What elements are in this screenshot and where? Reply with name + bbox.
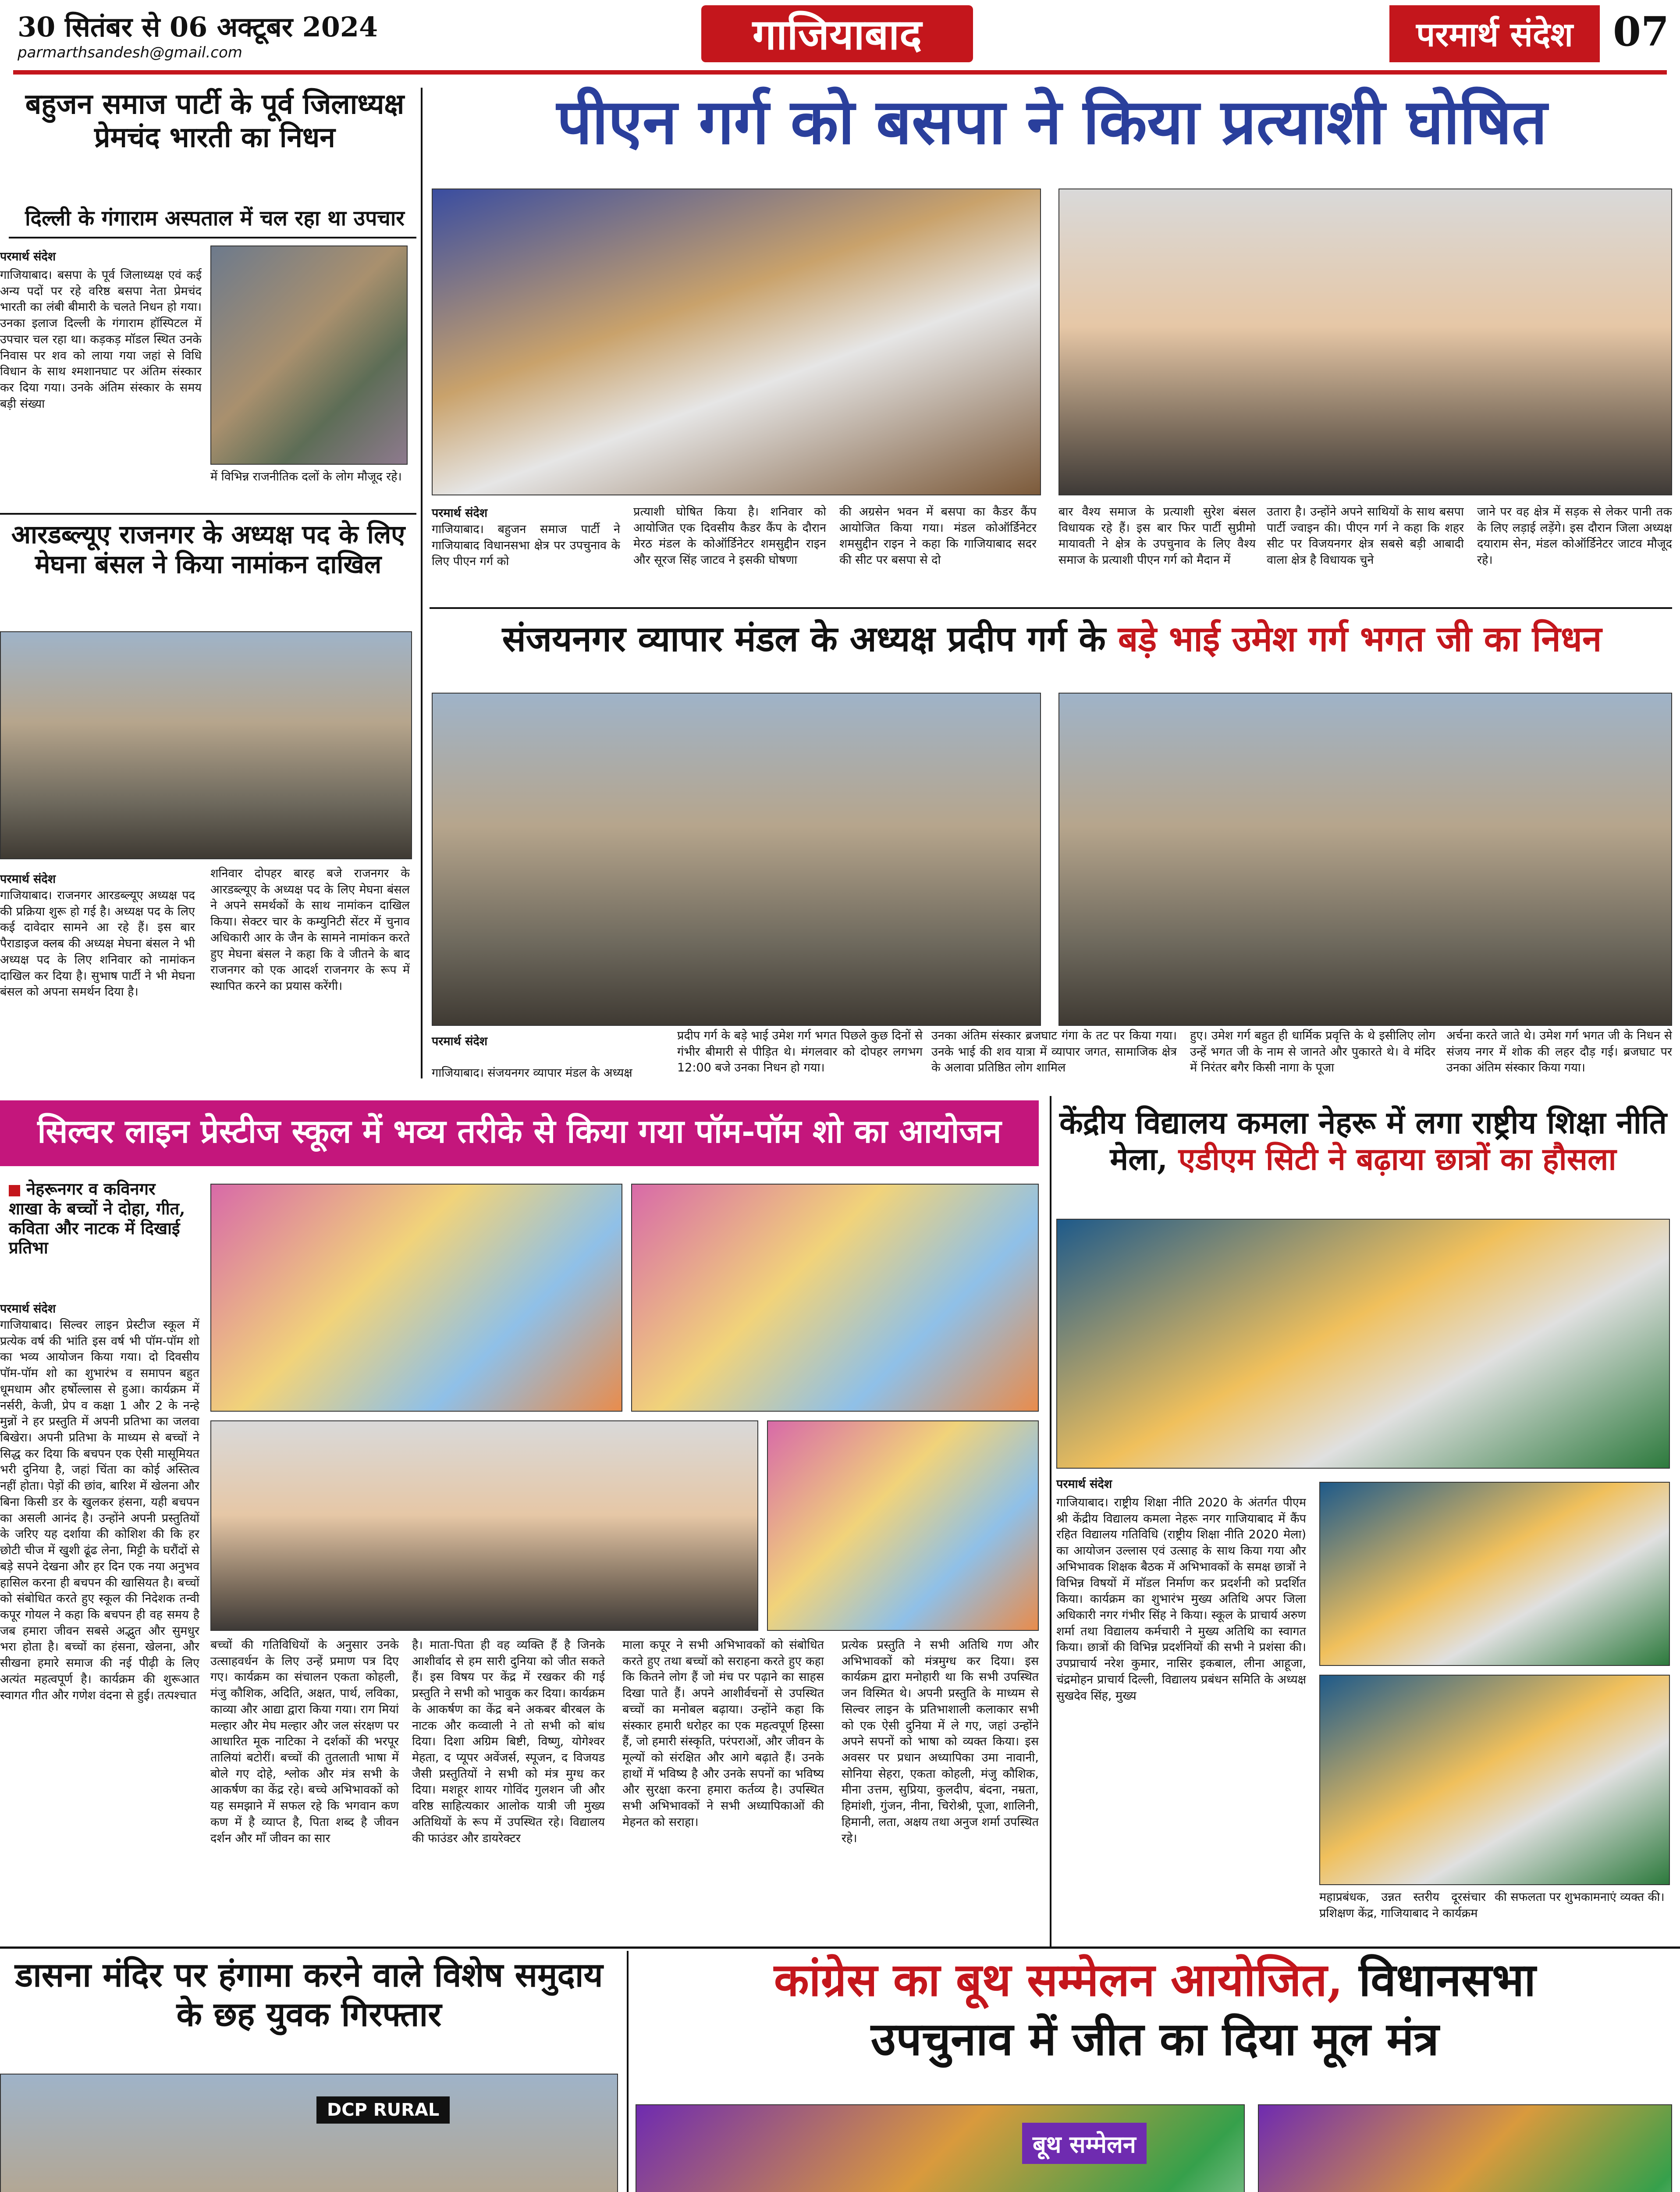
rwa-col2: शनिवार दोपहर बारह बजे राजनगर के आरडब्ल्यूए के अध्यक्ष पद के लिए मेघना बंसल ने अपने समर्थकों के साथ नामांकन दाखिल किया। सेक्टर चार के कम्युनिटी सेंटर में चुनाव अधिकारी आर के जैन के सामने नामांकन करते हुए मेघना बंसल ने कहा कि वे जीतने के बाद राजनगर को एक आदर्श राजनगर के रूप में स्थापित करने का प्रयास करेंगी।	[210, 867, 410, 993]
bsp-col1: गाजियाबाद। बहुजन समाज पार्टी ने गाजियाबाद विधानसभा क्षेत्र पर उपचुनाव के लिए पीएन गर्ग को	[432, 523, 620, 569]
kv-caption-2: की सफलता पर शुभकामनाएं व्यक्त की।	[1495, 1890, 1665, 1904]
congress-headline-black1: विधानसभा	[1359, 1953, 1536, 2007]
kv-headline-red: एडीएम सिटी ने बढ़ाया छात्रों का हौसला	[1178, 1140, 1616, 1177]
garg-headline-red: बड़े भाई उमेश गर्ग भगत जी का निधन	[1118, 618, 1602, 659]
page-number: 07	[1613, 8, 1669, 55]
rwa-col1: गाजियाबाद। राजनगर आरडब्ल्यूए अध्यक्ष पद की प्रक्रिया शुरू हो गई है। अध्यक्ष पद के लिए कई दावेदार सामने आ रहे हैं। इस बार पैराडाइज क्लब की अध्यक्ष मेघना बंसल ने भी अध्यक्ष पद के लिए शनिवार को नामांकन दाखिल कर दिया है। सुभाष पार्टी ने भी मेघना बंसल को अपना समर्थन दिया है।	[0, 889, 195, 999]
city-banner	[701, 5, 973, 62]
byline: परमार्थ संदेश	[1056, 1477, 1112, 1491]
school-col3: है। माता-पिता ही वह व्यक्ति हैं है जिनके आशीर्वाद से हम सारी दुनिया को जीत सकते हैं। इस विषय पर केंद्र में रखकर की गई प्रस्तुति ने सभी को भावुक कर दिया। कार्यक्रम के आकर्षण का केंद्र बने अकबर बीरबल के नाटक और कव्वाली ने तो सभी को बांध दिया। दिशा अग्रिम बिष्टी, विष्णु, योगेश्वर मेहता, द प्यूपर अवेंजर्स, स्पूजन, द विजयड जैसी प्रस्तुतियों ने सभी को मंत्र मुग्ध कर दिया। मशहूर शायर गोविंद गुलशन जी और वरिष्ठ साहित्यकार आलोक यात्री जी मुख्य अतिथियों के रूप में उपस्थित रहे। विद्यालय की फाउंडर और डायरेक्टर	[412, 1638, 605, 1845]
school-guests-photo	[210, 1420, 758, 1631]
byline: परमार्थ संदेश	[0, 872, 56, 886]
school-col1: गाजियाबाद। सिल्वर लाइन प्रेस्टीज स्कूल में प्रत्येक वर्ष की भांति इस वर्ष भी पॉम-पॉम शो का भव्य आयोजन किया गया। दो दिवसीय पॉम-पॉम शो का शुभारंभ व समापन बहुत धूमधाम और हर्षोल्लास से हुआ। कार्यक्रम में नर्सरी, केजी, प्रेप व कक्षा 1 और 2 के नन्हे मुन्नों ने हर प्रस्तुति में अपनी प्रतिभा का जलवा बिखेरा। अपनी प्रतिभा के माध्यम से बच्चों ने सिद्ध कर दिया कि बचपन एक ऐसी मासूमियत भरी दुनिया है, जहां चिंता का कोई अस्तित्व नहीं होता। पेड़ों की छांव, बारिश में खेलना और बिना किसी डर के खुलकर हंसना, यही बचपन का असली आनंद है। उन्होंने अपनी प्रस्तुतियों के जरिए यह दर्शाया की कोशिश की कि हर छोटी चीज में खुशी ढूंढ लेना, मिट्टी के घरौंदों से बड़े सपने देखना और हर दिन एक नया अनुभव हासिल करना ही बचपन की खासियत है। बच्चों को संबोधित करते हुए स्कूल की निदेशक तन्वी कपूर गोयल ने कहा कि बचपन ही वह समय है जब हमारा जीवन सबसे अद्भुत और सुमधुर भरा होता है। बच्चों का हंसना, खेलना, और सीखना हमारे समाज की नई पीढ़ी के लिए अत्यंत महत्वपूर्ण है। कार्यक्रम की शुरूआत स्वागत गीत और गणेश वंदना से हुई। तत्पश्चात	[0, 1318, 199, 1702]
school-highlight-text: नेहरूनगर व कविनगर शाखा के बच्चों ने दोहा, गीत, कविता और नाटक में दिखाई प्रतिभा	[9, 1179, 185, 1258]
divider	[0, 513, 416, 515]
garg-headline-black: संजयनगर व्यापार मंडल के अध्यक्ष प्रदीप गर्ग के	[502, 618, 1106, 659]
school-col4: माला कपूर ने सभी अभिभावकों को संबोधित करते हुए तथा बच्चों को सराहना करते हुए कहा कि कितने लोग हैं जो मंच पर पढ़ाने का साहस दिखा पाते हैं। अपने आशीर्वचनों से उपस्थित बच्चों का मनोबल बढ़ाया। उन्होंने कहा कि संस्कार हमारी धरोहर का एक महत्वपूर्ण हिस्सा हैं, जो हमारी संस्कृति, परंपराओं, और जीवन के मूल्यों को संरक्षित और आगे बढ़ाते हैं। उनके हाथों में भविष्य है और उनके सपनों का भविष्य और सुरक्षा करना हमारा कर्तव्य है। उपस्थित सभी अभिभावकों ने सभी अध्यापिकाओं की मेहनत को सराहा।	[622, 1638, 824, 1829]
kv-exhibit-photo	[1319, 1482, 1670, 1666]
kv-headline-black: केंद्रीय विद्यालय कमला नेहरू में लगा राष्ट्रीय शिक्षा नीति मेला,	[1059, 1104, 1667, 1177]
school-dance-photo	[631, 1184, 1039, 1412]
garg-col1: गाजियाबाद। संजयनगर व्यापार मंडल के अध्यक्ष	[432, 1066, 632, 1080]
bullet-square	[9, 1185, 20, 1196]
garg-col3: उनका अंतिम संस्कार ब्रजघाट गंगा के तट पर किया गया। उनके भाई की शव यात्रा में व्यापार जगत, सामाजिक क्षेत्र के अलावा प्रतिष्ठित लोग शामिल	[931, 1029, 1177, 1075]
bsp-col5: उतारा है। उन्होंने अपने साथियों के साथ बसपा पार्टी ज्वाइन की। पीएन गर्ग ने कहा कि शहर सीट पर विजयनगर क्षेत्र सबसे बड़ी आबादी वाला क्षेत्र है विधायक चुने	[1267, 505, 1464, 567]
dasna-headline: डासना मंदिर पर हंगामा करने वाले विशेष समुदाय के छह युवक गिरफ्तार	[15, 1955, 603, 2034]
congress-welcome-photo	[1258, 2104, 1672, 2192]
booth-banner-text: बूथ सम्मेलन	[1022, 2123, 1147, 2164]
congress-headline-red: कांग्रेस का बूथ सम्मेलन आयोजित,	[774, 1953, 1343, 2007]
garg-headline	[430, 618, 1674, 659]
kv-headline	[1056, 1105, 1670, 1177]
divider	[430, 607, 1672, 609]
byline: परमार्थ संदेश	[0, 250, 56, 263]
masthead-rule	[13, 70, 1667, 75]
dcp-sign: DCP RURAL	[316, 2096, 450, 2124]
column-rule	[421, 88, 423, 1078]
obit-bsp-body: गाजियाबाद। बसपा के पूर्व जिलाध्यक्ष एवं कई अन्य पदों पर रहे वरिष्ठ बसपा नेता प्रेमचंद भारती का लंबी बीमारी के चलते निधन हो गया। उनका इलाज दिल्ली के गंगाराम हॉस्पिटल में उपचार चल रहा था। कड़कड़ मॉडल स्थित उनके निवास पर शव को लाया गया जहां से विधि विधान के साथ श्मशानघाट पर अंतिम संस्कार कर दिया गया। उनके अंतिम संस्कार के समय बड़ी संख्या	[0, 268, 202, 411]
congress-headline-line2: उपचुनाव में जीत का दिया मूल मंत्र	[871, 2012, 1439, 2066]
kv-inauguration-photo	[1056, 1219, 1670, 1469]
bsp-stage-photo	[432, 189, 1041, 495]
congress-stage-photo	[636, 2104, 1245, 2192]
garg-procession-photo-1	[432, 693, 1041, 1026]
masthead	[0, 0, 1680, 88]
dasna-arrest-photo	[0, 2074, 618, 2192]
byline: परमार्थ संदेश	[432, 1035, 488, 1048]
school-col5: प्रत्येक प्रस्तुति ने सभी अतिथि गण और अभिभावकों को मंत्रमुग्ध कर दिया। इस कार्यक्रम द्वारा मनोहारी था कि सभी उपस्थित जन विस्मित थे। अपनी प्रस्तुति के माध्यम से सिल्वर लाइन के प्रतिभाशाली कलाकार सभी को एक ऐसी दुनिया में ले गए, जहां उन्होंने अपने सपनों को भाषा को व्यक्त किया। इस अवसर पर प्रधान अध्यापिका उमा नावानी, सोनिया सेहरा, एकता कोहली, मंजु कौशिक, मीना उत्तम, सुप्रिया, कुलदीप, बंदना, नम्रता, हिमांशी, गुंजन, नीना, चिरोश्री, पूजा, शालिनी, हिमानी, लता, अक्षय तथा अनुज शर्मा उपस्थित रहे।	[842, 1638, 1039, 1845]
portrait-photo	[210, 246, 408, 465]
column-rule	[627, 1951, 629, 2192]
rwa-headline: आरडब्ल्यूए राजनगर के अध्यक्ष पद के लिए मेघना बंसल ने किया नामांकन दाखिल	[11, 520, 405, 580]
kv-caption-1: महाप्रबंधक, उन्नत स्तरीय दूरसंचार प्रशिक्षण केंद्र, गाजियाबाद ने कार्यक्रम	[1319, 1890, 1486, 1920]
school-stage-photo	[210, 1184, 622, 1412]
rwa-group-photo	[0, 631, 412, 859]
divider	[9, 237, 416, 238]
school-col2: बच्चों की गतिविधियों के अनुसार उनके उत्साहवर्धन के लिए उन्हें प्रमाण पत्र दिए गए। कार्यक्रम का संचालन एकता कोहली, मंजु कौशिक, अदिति, अक्षत, पार्थ, लविका, काव्या और आद्या द्वारा किया गया। राग मियां मल्हार और मेघ मल्हार और जल संरक्षण पर आधारित मूक नाटिका ने दर्शकों की भरपूर तालियां बटोरीं। बच्चों की तुतलाती भाषा में बोले गए दोहे, श्लोक और मंत्र सभी के आकर्षण का केंद्र रहे। बच्चे अभिभावकों को यह समझाने में सफल रहे कि भगवान कण कण में है व्याप्त है, पिता शब्द है जीवन दर्शन और माँ जीवन का सार	[210, 1638, 399, 1845]
paper-name: परमार्थ संदेश	[1416, 15, 1573, 54]
bsp-col6: जाने पर वह क्षेत्र में सड़क से लेकर पानी तक के लिए लड़ाई लड़ेंगे। इस दौरान जिला अध्यक्ष दयाराम सेन, मंडल कोऑर्डिनेटर जाटव मौजूद रहे।	[1477, 505, 1672, 567]
email[interactable]: parmarthsandesh@gmail.com	[18, 44, 242, 61]
bsp-col3: की अग्रसेन भवन में बसपा का कैडर कैंप आयोजित किया गया। मंडल कोऑर्डिनेटर शमसुद्दीन राइन ने कहा कि गाजियाबाद सदर की सीट पर बसपा से दो	[839, 505, 1037, 567]
bsp-garland-photo	[1058, 189, 1672, 495]
obit-bsp-subhead: दिल्ली के गंगाराम अस्पताल में चल रहा था उपचार	[25, 206, 405, 231]
city-name: गाजियाबाद	[752, 10, 922, 59]
bsp-headline: पीएन गर्ग को बसपा ने किया प्रत्याशी घोषित	[557, 85, 1547, 158]
obit-bsp-headline: बहुजन समाज पार्टी के पूर्व जिलाध्यक्ष प्रेमचंद भारती का निधन	[25, 88, 405, 154]
obit-bsp-tail: में विभिन्न राजनीतिक दलों के लोग मौजूद रहे।	[210, 470, 402, 484]
paper-name-box	[1389, 5, 1600, 62]
byline: परमार्थ संदेश	[0, 1302, 56, 1316]
school-pompom-photo	[767, 1420, 1039, 1631]
column-rule	[1050, 1096, 1051, 1946]
issue-date: 30 सितंबर से 06 अक्टूबर 2024	[18, 11, 378, 43]
divider	[0, 1946, 1680, 1949]
school-highlight	[9, 1179, 193, 1258]
bsp-col4: बार वैश्य समाज के प्रत्याशी सुरेश बंसल विधायक रहे हैं। इस बार फिर पार्टी सुप्रीमो मायावती ने क्षेत्र के उपचुनाव के लिए वैश्य समाज के प्रत्याशी पीएन गर्ग को मैदान में	[1058, 505, 1256, 567]
school-banner	[0, 1100, 1039, 1166]
kv-students-photo	[1319, 1675, 1670, 1885]
garg-col5: अर्चना करते जाते थे। उमेश गर्ग भगत जी के निधन से संजय नगर में शोक की लहर दौड़ गई। ब्रजघाट पर उनका अंतिम संस्कार किया गया।	[1446, 1029, 1672, 1075]
kv-body: गाजियाबाद। राष्ट्रीय शिक्षा नीति 2020 के अंतर्गत पीएम श्री केंद्रीय विद्यालय कमला नेहरू नगर गाजियाबाद में कैंप रहित विद्यालय गतिविधि (राष्ट्रीय शिक्षा नीति 2020 मेला) का आयोजन उल्लास एवं उत्साह के साथ किया गया और अभिभावक शिक्षक बैठक में अभिभावकों के समक्ष छात्रों ने विभिन्न विषयों में मॉडल निर्माण कर प्रदर्शनी को प्रदर्शित किया। कार्यक्रम का शुभारंभ मुख्य अतिथि अपर जिला अधिकारी नगर गंभीर सिंह ने किया। स्कूल के प्राचार्य अरुण शर्मा तथा विद्यालय कर्मचारी ने मुख्य अतिथि का स्वागत किया। छात्रों की विभिन्न प्रदर्शनियों की सभी ने प्रशंसा की। उपप्राचार्य नरेश कुमार, नासिर इकबाल, लीना आहूजा, चंद्रमोहन प्राचार्य दिल्ली, विद्यालय प्रबंधन समिति के अध्यक्ष सुखदेव सिंह, मुख्य	[1056, 1496, 1306, 1703]
garg-procession-photo-2	[1058, 693, 1672, 1026]
bsp-col2: प्रत्याशी घोषित किया है। शनिवार को आयोजित एक दिवसीय कैडर कैंप के दौरान मेरठ मंडल के कोऑर्डिनेटर शमसुद्दीन राइन और सूरज सिंह जाटव ने इसकी घोषणा	[633, 505, 826, 567]
congress-headline-line1	[636, 1953, 1674, 2007]
byline: परमार्थ संदेश	[432, 506, 488, 520]
garg-col2: प्रदीप गर्ग के बड़े भाई उमेश गर्ग भगत पिछले कुछ दिनों से गंभीर बीमारी से पीड़ित थे। मंगलवार को दोपहर लगभग 12:00 बजे उनका निधन हो गया।	[677, 1029, 923, 1075]
school-banner-text: सिल्वर लाइन प्रेस्टीज स्कूल में भव्य तरीके से किया गया पॉम-पॉम शो का आयोजन	[37, 1113, 1002, 1150]
garg-col4: हुए। उमेश गर्ग बहुत ही धार्मिक प्रवृत्ति के थे इसीलिए लोग उन्हें भगत जी के नाम से जानते और पुकारते थे। वे मंदिर में निरंतर बगैर किसी नागा के पूजा	[1190, 1029, 1435, 1075]
